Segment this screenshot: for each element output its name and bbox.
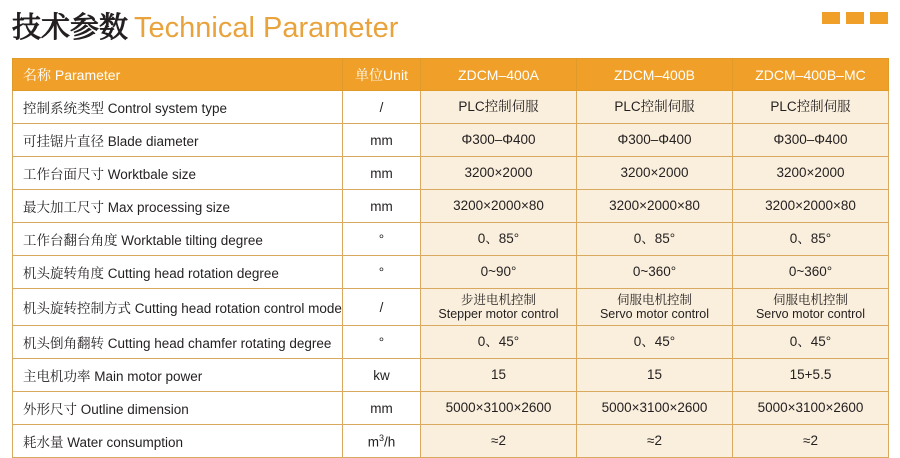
row-value-model-1: Φ300–Φ400 [421, 124, 577, 157]
row-value-model-1-line2: Stepper motor control [438, 307, 559, 321]
row-unit: ° [343, 326, 421, 359]
row-value-model-3-line1: 伺服电机控制 [772, 292, 848, 307]
row-parameter: 工作台翻台角度 Worktable tilting degree [13, 223, 343, 256]
row-value-model-2: ≈2 [577, 425, 733, 458]
row-parameter: 控制系统类型 Control system type [13, 91, 343, 124]
row-parameter: 机头旋转角度 Cutting head rotation degree [13, 256, 343, 289]
row-parameter: 最大加工尺寸 Max processing size [13, 190, 343, 223]
row-unit: / [343, 91, 421, 124]
row-value-model-3: 3200×2000×80 [733, 190, 889, 223]
page-title-cn: 技术参数 [12, 11, 129, 44]
row-unit: mm [343, 157, 421, 190]
row-value-model-1: ≈2 [421, 425, 577, 458]
table-row [13, 359, 889, 392]
row-value-model-2: PLC控制伺服 [577, 91, 733, 124]
row-parameter: 可挂锯片直径 Blade diameter [13, 124, 343, 157]
row-value-model-1: 0、85° [421, 223, 577, 256]
row-unit: ° [343, 256, 421, 289]
row-unit-base: m [367, 434, 379, 450]
column-header-model-1: ZDCM–400A [421, 59, 577, 91]
technical-parameter-table [12, 58, 889, 458]
decorative-squares [822, 12, 888, 24]
row-value-model-1: 5000×3100×2600 [421, 392, 577, 425]
column-header-model-2: ZDCM–400B [577, 59, 733, 91]
column-header-unit: 单位Unit [343, 59, 421, 91]
row-value-model-1: 0~90° [421, 256, 577, 289]
row-value-model-2-line1: 伺服电机控制 [616, 292, 692, 307]
row-unit-superscript: 3 [378, 432, 384, 443]
row-value-model-3: PLC控制伺服 [733, 91, 889, 124]
page-title [12, 11, 399, 44]
table-row [13, 289, 889, 326]
row-unit: ° [343, 223, 421, 256]
row-value-model-1: 3200×2000×80 [421, 190, 577, 223]
row-value-model-1: PLC控制伺服 [421, 91, 577, 124]
row-parameter: 外形尺寸 Outline dimension [13, 392, 343, 425]
row-value-model-3-line2: Servo motor control [755, 307, 866, 321]
row-value-model-3: ≈2 [733, 425, 889, 458]
row-value-model-2: 15 [577, 359, 733, 392]
row-unit: mm [343, 124, 421, 157]
row-unit-tail: /h [384, 434, 396, 450]
row-value-model-2: 0、45° [577, 326, 733, 359]
page-title-en: Technical Parameter [134, 11, 399, 44]
table-row [13, 157, 889, 190]
table-row [13, 326, 889, 359]
row-value-model-3 [733, 289, 889, 326]
row-value-model-1: 15 [421, 359, 577, 392]
table-row [13, 223, 889, 256]
row-value-model-3: 15+5.5 [733, 359, 889, 392]
decor-square-1 [822, 12, 840, 24]
row-value-model-3: 3200×2000 [733, 157, 889, 190]
row-value-model-2: 5000×3100×2600 [577, 392, 733, 425]
row-value-model-2 [577, 289, 733, 326]
row-value-model-3: 0、85° [733, 223, 889, 256]
row-value-model-2: 0~360° [577, 256, 733, 289]
row-parameter: 机头倒角翻转 Cutting head chamfer rotating degree [13, 326, 343, 359]
table-row [13, 91, 889, 124]
row-unit [343, 425, 421, 458]
row-value-model-3: 5000×3100×2600 [733, 392, 889, 425]
column-header-model-3: ZDCM–400B–MC [733, 59, 889, 91]
row-value-model-2: Φ300–Φ400 [577, 124, 733, 157]
table-row [13, 190, 889, 223]
row-parameter: 耗水量 Water consumption [13, 425, 343, 458]
row-value-model-3: Φ300–Φ400 [733, 124, 889, 157]
table-row [13, 124, 889, 157]
row-value-model-2: 3200×2000 [577, 157, 733, 190]
table-row [13, 256, 889, 289]
row-parameter: 工作台面尺寸 Worktbale size [13, 157, 343, 190]
table-row [13, 425, 889, 458]
table-header-row [13, 59, 889, 91]
row-unit: kw [343, 359, 421, 392]
row-value-model-1: 3200×2000 [421, 157, 577, 190]
row-value-model-2: 0、85° [577, 223, 733, 256]
row-unit: / [343, 289, 421, 326]
row-parameter: 主电机功率 Main motor power [13, 359, 343, 392]
row-value-model-2: 3200×2000×80 [577, 190, 733, 223]
row-value-model-2-line2: Servo motor control [599, 307, 710, 321]
column-header-parameter: 名称 Parameter [13, 59, 343, 91]
row-parameter: 机头旋转控制方式 Cutting head rotation control mode [13, 289, 343, 326]
page-header [12, 0, 888, 56]
row-value-model-1 [421, 289, 577, 326]
table-row [13, 392, 889, 425]
decor-square-3 [870, 12, 888, 24]
row-value-model-1-line1: 步进电机控制 [460, 292, 536, 307]
row-value-model-1: 0、45° [421, 326, 577, 359]
decor-square-2 [846, 12, 864, 24]
row-value-model-3: 0~360° [733, 256, 889, 289]
row-value-model-3: 0、45° [733, 326, 889, 359]
row-unit: mm [343, 392, 421, 425]
row-unit: mm [343, 190, 421, 223]
